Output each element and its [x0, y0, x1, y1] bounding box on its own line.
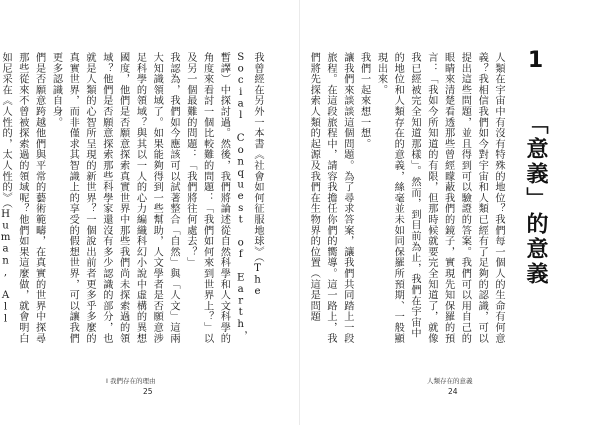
chapter-heading: [520, 48, 551, 287]
right-paragraph-2: 讓我們來談談這個問題。為了尋求答案，讓我們共同踏上一段旅程。在這段旅程中，請容我擔任你們的嚮導。這一路上，我們將先探索人類的起源及我們在生物界的位置（這是問題: [308, 52, 353, 344]
right-page: [300, 0, 600, 425]
left-paragraph-3: 們是否願意跨越他們與平常的藝術範疇，在真實的世界中探尋那些從來不曾被探索過的領域呢？他們如果這麼做，就會明白如尼采在《人性的，太人性的》（Human, All: [0, 52, 45, 344]
running-head-left: I 我們存在的理由: [106, 377, 156, 385]
right-paragraph-3: 我們一起來想一想。: [358, 52, 370, 150]
left-paragraph-2: 我認為，我們如今應該可以試著整合「自然」與「人文」這兩大知識領域了。如果能夠得到一些幫助，人文學者是否願意涉足科學的領域？與其以一人的心力編織科幻小說中虛構的異想國度，他們是否願意探索真實世界中那些我們尚未探索過的領域？他們是否願意探索那些科學家還沒有多少認識的部分，也就是人類的心智所呈現的新世界？一個說出前者更多乎多麼的真實世界，而非僅求其智識上的享受的假想世界，可以讓我們更多認識自身。: [50, 52, 180, 344]
page-number-left: 25: [143, 387, 153, 396]
left-paragraph-1: 我曾經在另外一本書《社會如何征服地球》（The Social Conquest of Earth，暫譯）中探討過。然後，我們將論述從自然科學和人文科學的角度來看討一個比較難的問題：「我們如何來到世界上？」以及另一個最難的問題：「我們將往何處去？」: [184, 52, 263, 344]
right-paragraph-1: 人類在宇宙中有沒有特殊的地位？我們每一個人的生命有何意義？我相信我們如今對宇宙和人類已經有了足夠的認識，可以提出這些問題，並且得到可以驗證的答案。我們可以用自己的眼睛來清楚看透那些曾經矇蔽我們的鏡子，實現先知保羅的預言：「我如今所知道的有限，但那時候就要完全知道了，就像我已經被完全知道那樣」。然而，到目前為止，我們在宇宙中的地位和人類存在的意義，絲毫並未如同保羅所預期、一般顯現出來。: [375, 52, 504, 344]
left-page-body: [0, 52, 265, 344]
page-number-right: 24: [448, 387, 458, 396]
running-head-right: 人類存在的意義: [427, 377, 473, 385]
chapter-number: 1: [523, 48, 548, 76]
right-page-body: [308, 52, 506, 344]
chapter-title: 「意義」的意義: [523, 112, 548, 287]
